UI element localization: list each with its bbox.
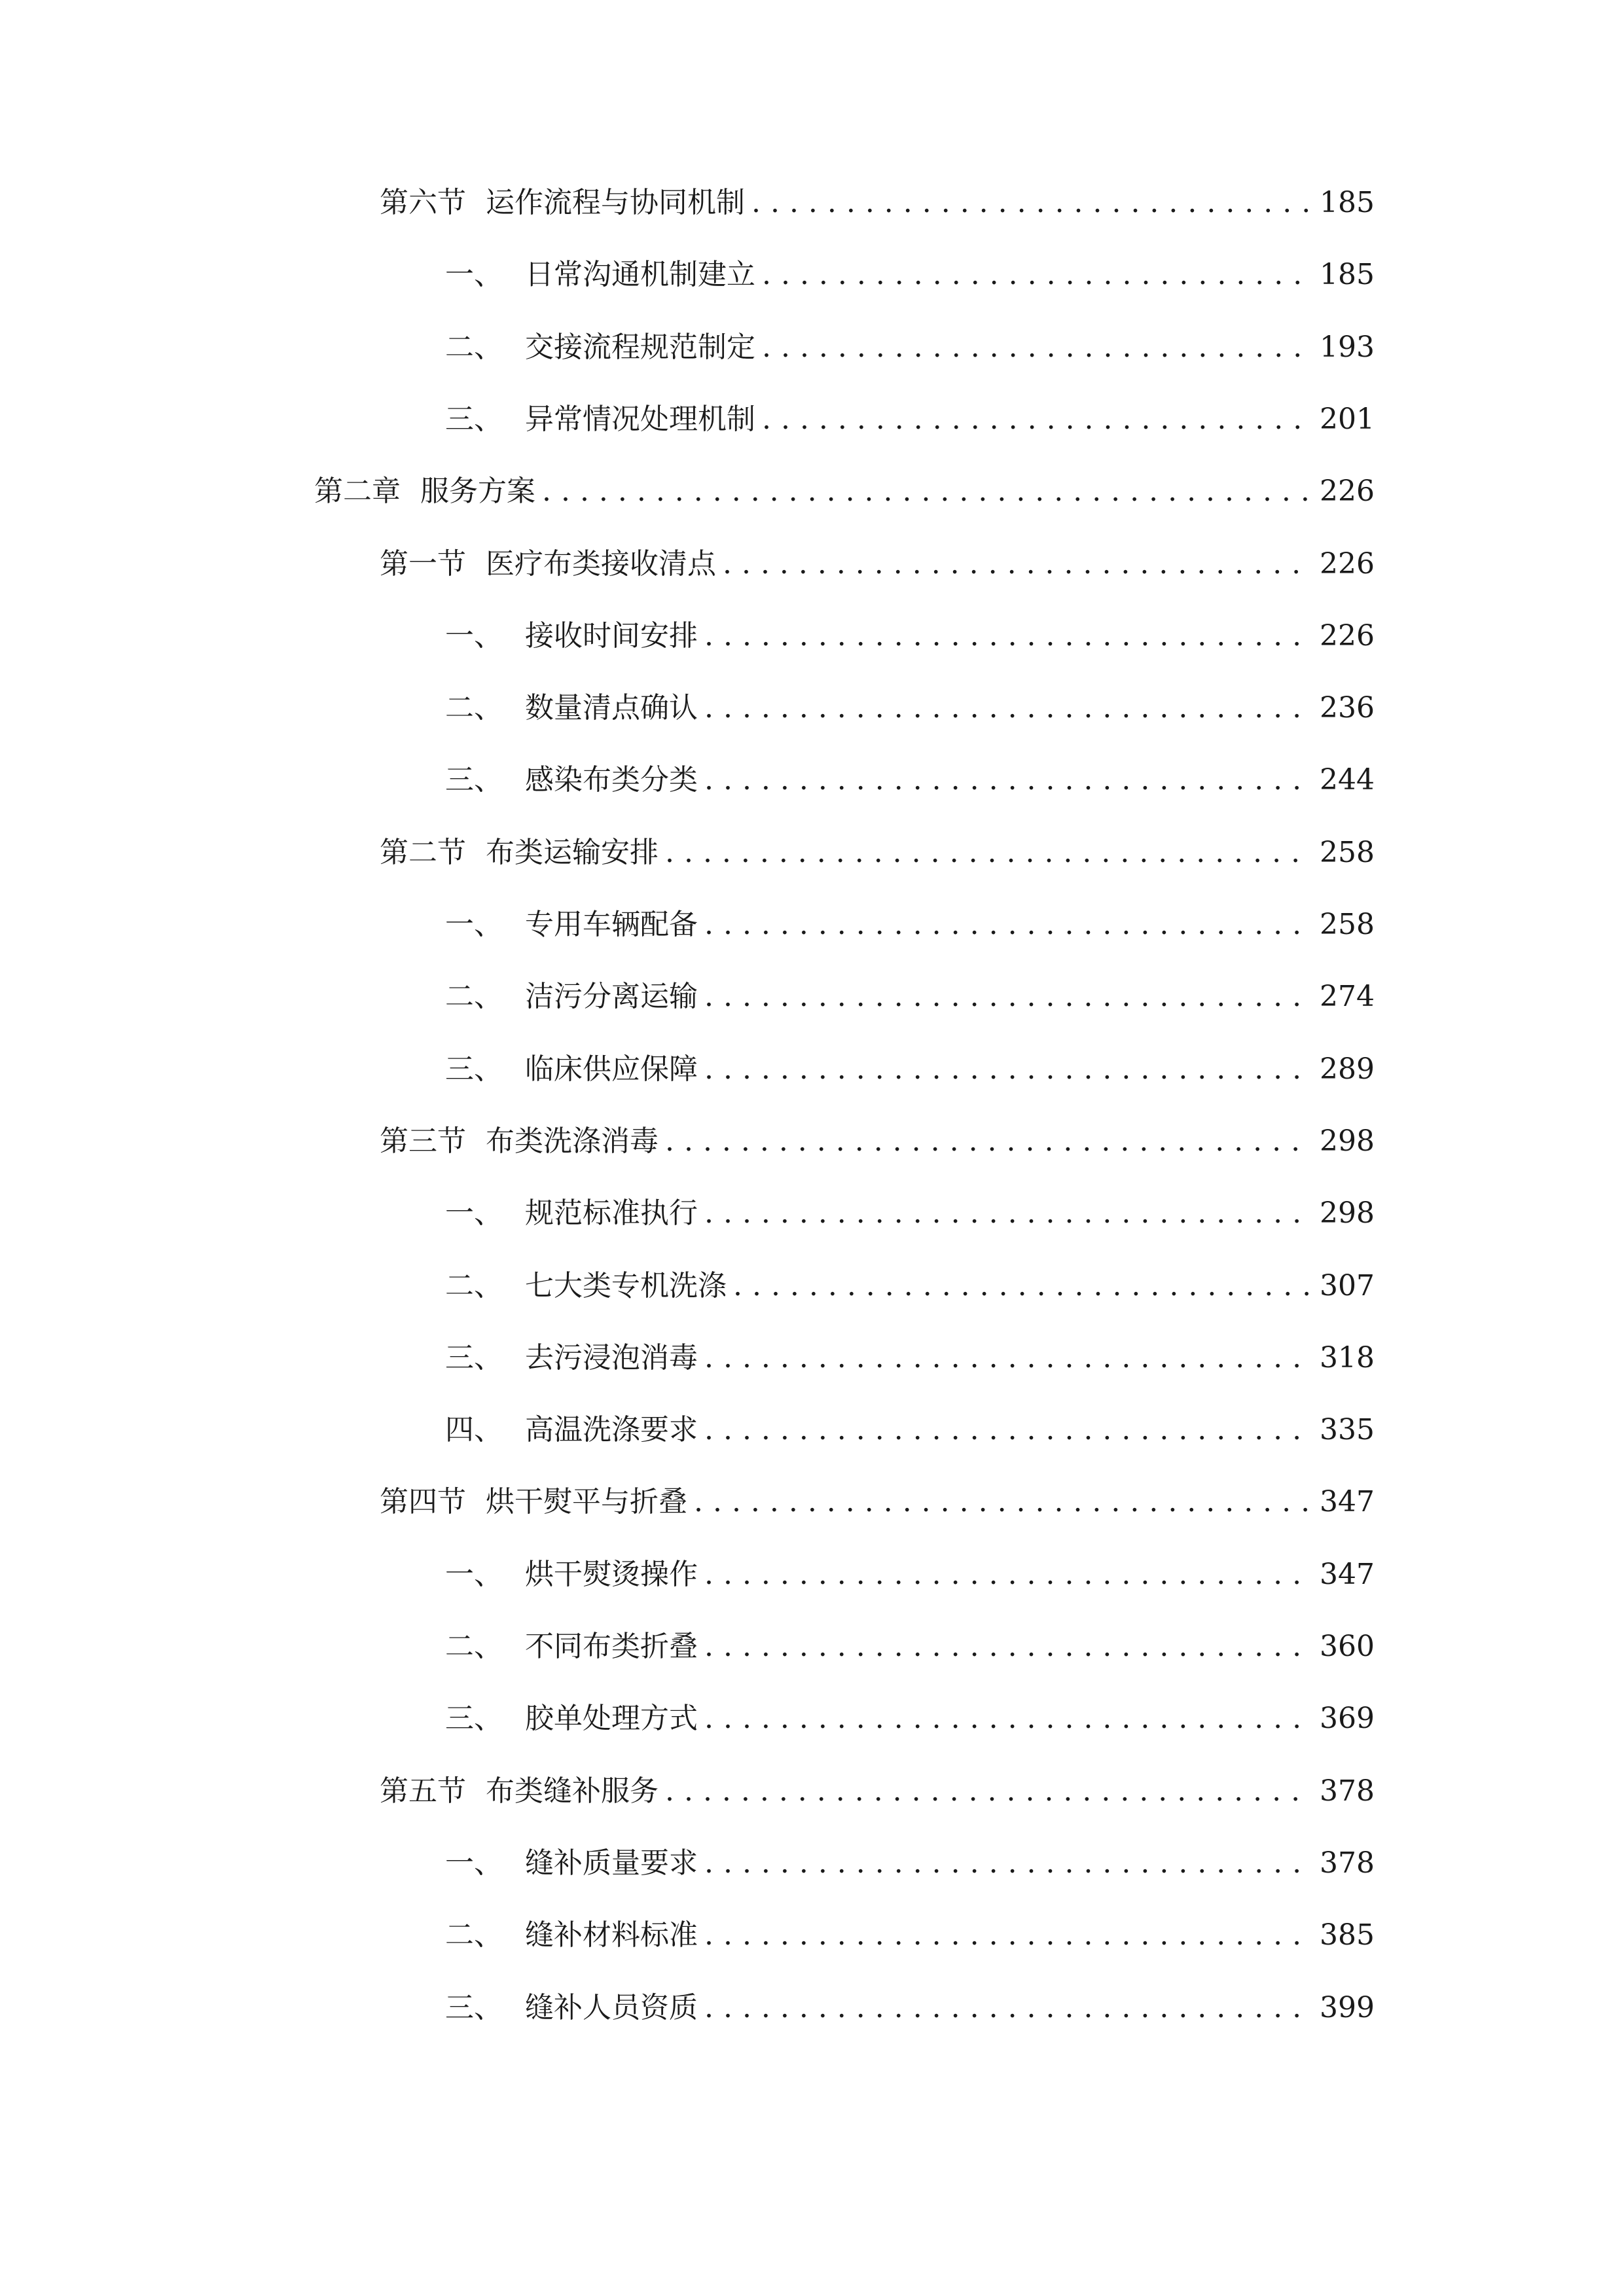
- toc-subsection-entry[interactable]: [445, 1837, 1375, 1890]
- toc-subsection-entry[interactable]: [445, 1621, 1375, 1673]
- toc-entry-number: 第二章: [314, 475, 401, 509]
- toc-entry-page-number: 236: [1320, 691, 1375, 725]
- toc-entry-title: 胶单处理方式: [525, 1702, 698, 1736]
- toc-entry-page-number: 347: [1320, 1557, 1375, 1591]
- toc-entry-title: 烘干熨烫操作: [525, 1557, 698, 1591]
- toc-entry-page-number: 399: [1320, 1990, 1375, 2024]
- toc-entry-title: 交接流程规范制定: [525, 330, 755, 364]
- toc-section-entry[interactable]: [380, 538, 1375, 590]
- toc-entry-page-number: 335: [1320, 1413, 1375, 1447]
- toc-entry-title: 日常沟通机制建立: [525, 258, 755, 292]
- toc-entry-page-number: 289: [1320, 1052, 1375, 1086]
- toc-subsection-entry[interactable]: [445, 321, 1375, 374]
- toc-entry-number: 三、: [445, 1052, 503, 1086]
- toc-entry-page-number: 258: [1320, 835, 1375, 869]
- toc-section-entry[interactable]: [380, 177, 1375, 229]
- toc-entry-number: 一、: [445, 908, 503, 941]
- toc-entry-title: 不同布类折叠: [525, 1630, 698, 1663]
- toc-entry-title: 布类洗涤消毒: [486, 1124, 659, 1158]
- toc-entry-page-number: 318: [1320, 1340, 1375, 1374]
- toc-entry-number: 三、: [445, 763, 503, 797]
- toc-entry-number: 第一节: [380, 547, 466, 581]
- dot-leader: [704, 1909, 1312, 1962]
- toc-entry-number: 三、: [445, 1702, 503, 1736]
- toc-entry-title: 数量清点确认: [525, 691, 698, 725]
- toc-entry-number: 二、: [445, 1918, 503, 1952]
- toc-entry-page-number: 226: [1320, 475, 1375, 509]
- toc-subsection-entry[interactable]: [445, 1982, 1375, 2034]
- toc-entry-number: 二、: [445, 330, 503, 364]
- toc-entry-title: 烘干熨平与折叠: [486, 1485, 687, 1519]
- toc-entry-number: 三、: [445, 402, 503, 436]
- toc-entry-page-number: 307: [1320, 1268, 1375, 1302]
- toc-entry-number: 一、: [445, 1196, 503, 1230]
- dot-leader: [704, 1693, 1312, 1745]
- toc-entry-number: 第六节: [380, 186, 466, 219]
- toc-entry-number: 二、: [445, 980, 503, 1014]
- toc-entry-number: 第五节: [380, 1774, 466, 1808]
- toc-entry-title: 缝补人员资质: [525, 1990, 698, 2024]
- toc-entry-page-number: 347: [1320, 1485, 1375, 1519]
- dot-leader: [762, 321, 1312, 374]
- dot-leader: [665, 827, 1312, 879]
- dot-leader: [542, 465, 1312, 518]
- dot-leader: [704, 1982, 1312, 2034]
- dot-leader: [704, 682, 1312, 734]
- toc-entry-number: 第三节: [380, 1124, 466, 1158]
- dot-leader: [704, 1549, 1312, 1601]
- toc-entry-title: 布类运输安排: [486, 835, 659, 869]
- toc-entry-title: 去污浸泡消毒: [525, 1340, 698, 1374]
- dot-leader: [704, 899, 1312, 951]
- dot-leader: [704, 1404, 1312, 1456]
- toc-subsection-entry[interactable]: [445, 1332, 1375, 1384]
- toc-chapter-entry[interactable]: [314, 465, 1375, 518]
- toc-subsection-entry[interactable]: [445, 1909, 1375, 1962]
- toc-entry-page-number: 378: [1320, 1846, 1375, 1880]
- dot-leader: [733, 1260, 1312, 1312]
- toc-entry-number: 三、: [445, 1990, 503, 2024]
- toc-entry-page-number: 193: [1320, 330, 1375, 364]
- toc-entry-number: 第二节: [380, 835, 466, 869]
- toc-entry-title: 服务方案: [420, 475, 535, 509]
- toc-subsection-entry[interactable]: [445, 971, 1375, 1023]
- dot-leader: [762, 249, 1312, 301]
- toc-subsection-entry[interactable]: [445, 1693, 1375, 1745]
- toc-entry-number: 四、: [445, 1413, 503, 1447]
- toc-entry-page-number: 185: [1320, 258, 1375, 292]
- toc-subsection-entry[interactable]: [445, 1549, 1375, 1601]
- toc-section-entry[interactable]: [380, 1115, 1375, 1168]
- toc-entry-page-number: 369: [1320, 1702, 1375, 1736]
- dot-leader: [704, 1332, 1312, 1384]
- toc-entry-page-number: 274: [1320, 980, 1375, 1014]
- toc-entry-page-number: 378: [1320, 1774, 1375, 1808]
- toc-entry-number: 二、: [445, 691, 503, 725]
- toc-entry-title: 缝补材料标准: [525, 1918, 698, 1952]
- toc-entry-title: 医疗布类接收清点: [486, 547, 716, 581]
- toc-subsection-entry[interactable]: [445, 1043, 1375, 1096]
- toc-entry-page-number: 298: [1320, 1196, 1375, 1230]
- toc-section-entry[interactable]: [380, 1765, 1375, 1818]
- toc-entry-title: 感染布类分类: [525, 763, 698, 797]
- dot-leader: [704, 1187, 1312, 1240]
- toc-subsection-entry[interactable]: [445, 1260, 1375, 1312]
- toc-entry-title: 高温洗涤要求: [525, 1413, 698, 1447]
- toc-subsection-entry[interactable]: [445, 899, 1375, 951]
- dot-leader: [704, 1621, 1312, 1673]
- dot-leader: [751, 177, 1312, 229]
- dot-leader: [704, 610, 1312, 662]
- toc-subsection-entry[interactable]: [445, 1187, 1375, 1240]
- dot-leader: [704, 1043, 1312, 1096]
- dot-leader: [723, 538, 1312, 590]
- toc-subsection-entry[interactable]: [445, 393, 1375, 446]
- dot-leader: [762, 393, 1312, 446]
- toc-entry-page-number: 360: [1320, 1630, 1375, 1663]
- toc-entry-title: 专用车辆配备: [525, 908, 698, 941]
- toc-entry-page-number: 385: [1320, 1918, 1375, 1952]
- toc-entry-page-number: 244: [1320, 763, 1375, 797]
- toc-entry-number: 一、: [445, 258, 503, 292]
- toc-entry-title: 七大类专机洗涤: [525, 1268, 727, 1302]
- dot-leader: [704, 971, 1312, 1023]
- toc-section-entry[interactable]: [380, 827, 1375, 879]
- toc-subsection-entry[interactable]: [445, 249, 1375, 301]
- toc-subsection-entry[interactable]: [445, 1404, 1375, 1456]
- dot-leader: [704, 1837, 1312, 1890]
- toc-subsection-entry[interactable]: [445, 610, 1375, 662]
- dot-leader: [704, 754, 1312, 806]
- toc-entry-title: 异常情况处理机制: [525, 402, 755, 436]
- toc-entry-number: 二、: [445, 1268, 503, 1302]
- toc-entry-title: 洁污分离运输: [525, 980, 698, 1014]
- toc-entry-page-number: 201: [1320, 402, 1375, 436]
- toc-entry-page-number: 298: [1320, 1124, 1375, 1158]
- toc-section-entry[interactable]: [380, 1476, 1375, 1528]
- toc-entry-page-number: 226: [1320, 619, 1375, 653]
- dot-leader: [665, 1765, 1312, 1818]
- toc-subsection-entry[interactable]: [445, 754, 1375, 806]
- toc-entry-number: 一、: [445, 1557, 503, 1591]
- toc-entry-title: 运作流程与协同机制: [486, 186, 745, 219]
- dot-leader: [694, 1476, 1312, 1528]
- toc-entry-page-number: 258: [1320, 908, 1375, 941]
- toc-entry-number: 三、: [445, 1340, 503, 1374]
- toc-entry-title: 规范标准执行: [525, 1196, 698, 1230]
- toc-subsection-entry[interactable]: [445, 682, 1375, 734]
- toc-entry-number: 二、: [445, 1630, 503, 1663]
- toc-entry-title: 临床供应保障: [525, 1052, 698, 1086]
- toc-entry-number: 第四节: [380, 1485, 466, 1519]
- toc-entry-title: 接收时间安排: [525, 619, 698, 653]
- toc-entry-page-number: 226: [1320, 547, 1375, 581]
- toc-entry-number: 一、: [445, 1846, 503, 1880]
- toc-entry-title: 布类缝补服务: [486, 1774, 659, 1808]
- toc-entry-title: 缝补质量要求: [525, 1846, 698, 1880]
- toc-entry-number: 一、: [445, 619, 503, 653]
- dot-leader: [665, 1115, 1312, 1168]
- toc-entry-page-number: 185: [1320, 186, 1375, 219]
